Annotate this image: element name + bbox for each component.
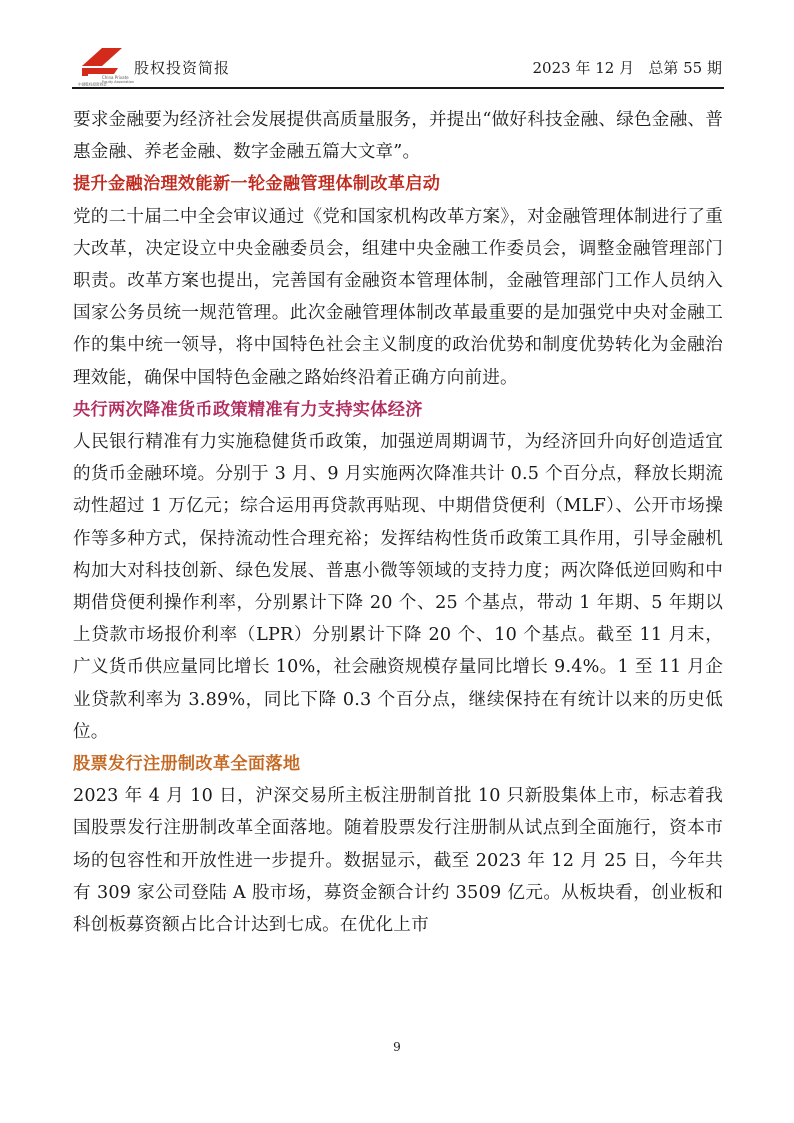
issue-info: 2023 年 12 月 总第 55 期 (532, 59, 722, 77)
section1-body: 党的二十届二中全会审议通过《党和国家机构改革方案》，对金融管理体制进行了重大改革，决定设立中央金融委员会，组建中央金融工作委员会，调整金融管理部门职责。改革方案也提出，完善国有金融资本管理体制，金融管理部门工作人员纳入国家公务员统一规范管理。此次金融管理体制改革最重要的是加强党中央对金融工作的集中统一领导，将中国特色社会主义制度的政治优势和制度优势转化为金融治理效能，确保中国特色金融之路始终沿着正确方向前进。 (73, 206, 723, 388)
section1-heading: 提升金融治理效能新一轮金融管理体制改革启动 (73, 174, 441, 195)
section2-heading: 央行两次降准货币政策精准有力支持实体经济 (73, 399, 423, 420)
logo-text-line3: 中国股权投资协会 (78, 82, 107, 87)
header-divider (72, 87, 724, 89)
intro-paragraph: 要求金融要为经济社会发展提供高质量服务，并提出“做好科技金融、绿色金融、普惠金融、养老金融、数字金融五篇大文章”。 (73, 110, 723, 163)
section3-body: 2023 年 4 月 10 日，沪深交易所主板注册制首批 10 只新股集体上市，标志着我国股票发行注册制改革全面落地。随着股票发行注册制从试点到全面施行，资本市场的包容性和开放性进一步提升。数据显示，截至 2023 年 12 月 25 日，今年共有 309 家公司登陆 A 股市场，募资金额合计约 3509 亿元。从板块看，创业板和科创板募资额占比合计达到七成。在优化上市 (73, 786, 723, 936)
section3-heading: 股票发行注册制改革全面落地 (73, 754, 301, 775)
association-logo (78, 44, 135, 87)
association-logo-mark (78, 44, 135, 87)
page-number: 9 (393, 1040, 401, 1054)
section2-body: 人民银行精准有力实施稳健货币政策，加强逆周期调节，为经济回升向好创造适宜的货币金融环境。分别于 3 月、9 月实施两次降准共计 0.5 个百分点，释放长期流动性超过 1 万亿元；综合运用再贷款再贴现、中期借贷便利（MLF）、公开市场操作等多种方式，保持流动性合理充裕；发挥结构性货币政策工具作用，引导金融机构加大对科技创新、绿色发展、普惠小微等领域的支持力度；两次降低逆回购和中期借贷便利操作利率，分别累计下降 20 个、25 个基点，带动 1 年期、5 年期以上贷款市场报价利率（LPR）分别累计下降 20 个、10 个基点。截至 11 月末，广义货币供应量同比增长 10%，社会融资规模存量同比增长 9.4%。1 至 11 月企业贷款利率为 3.89%，同比下降 0.3 个百分点，继续保持在有统计以来的历史低位。 (73, 432, 723, 742)
logo-text-line2: Equity Association (102, 80, 135, 84)
logo-text-line1: China Private (102, 75, 129, 80)
page-header (72, 40, 724, 92)
article-body (73, 104, 723, 941)
journal-name: 股权投资简报 (134, 59, 231, 77)
